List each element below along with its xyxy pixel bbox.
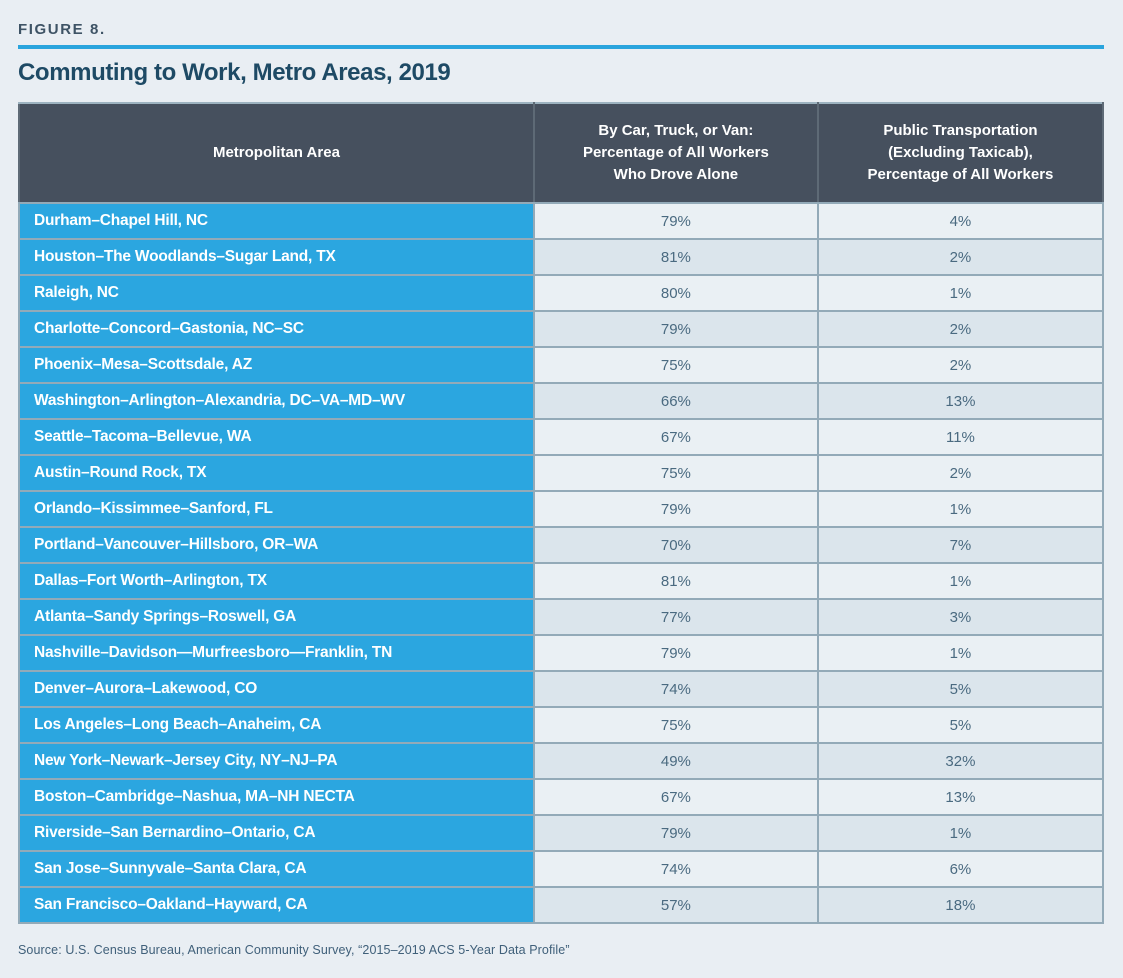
table-row: [19, 743, 1103, 779]
table-row: [19, 671, 1103, 707]
public-transit-cell: 7%: [818, 527, 1103, 563]
table-row: [19, 239, 1103, 275]
metro-area-cell: Dallas–Fort Worth–Arlington, TX: [19, 563, 534, 599]
public-transit-cell: 4%: [818, 203, 1103, 239]
public-transit-cell: 6%: [818, 851, 1103, 887]
metro-area-cell: Houston–The Woodlands–Sugar Land, TX: [19, 239, 534, 275]
table-row: [19, 455, 1103, 491]
public-transit-cell: 1%: [818, 275, 1103, 311]
metro-area-cell: New York–Newark–Jersey City, NY–NJ–PA: [19, 743, 534, 779]
drove-alone-cell: 49%: [534, 743, 818, 779]
figure-label: FIGURE 8.: [18, 21, 106, 38]
metro-area-cell: Denver–Aurora–Lakewood, CO: [19, 671, 534, 707]
metro-area-cell: Orlando–Kissimmee–Sanford, FL: [19, 491, 534, 527]
public-transit-cell: 32%: [818, 743, 1103, 779]
public-transit-cell: 13%: [818, 383, 1103, 419]
public-transit-cell: 1%: [818, 491, 1103, 527]
table-header-row: [19, 103, 1103, 203]
column-header-text: By Car, Truck, or Van:: [598, 122, 754, 139]
figure-title: Commuting to Work, Metro Areas, 2019: [18, 59, 451, 86]
drove-alone-cell: 74%: [534, 671, 818, 707]
drove-alone-cell: 79%: [534, 311, 818, 347]
table-row: [19, 815, 1103, 851]
table-row: [19, 419, 1103, 455]
public-transit-cell: 18%: [818, 887, 1103, 923]
metro-area-cell: Durham–Chapel Hill, NC: [19, 203, 534, 239]
public-transit-cell: 3%: [818, 599, 1103, 635]
metro-area-cell: San Jose–Sunnyvale–Santa Clara, CA: [19, 851, 534, 887]
drove-alone-cell: 77%: [534, 599, 818, 635]
accent-rule: [18, 45, 1104, 49]
column-header-text: Percentage of All Workers: [582, 144, 769, 161]
metro-area-cell: Charlotte–Concord–Gastonia, NC–SC: [19, 311, 534, 347]
metro-area-cell: Washington–Arlington–Alexandria, DC–VA–MD–WV: [19, 383, 534, 419]
public-transit-cell: 5%: [818, 707, 1103, 743]
public-transit-cell: 1%: [818, 563, 1103, 599]
table-row: [19, 203, 1103, 239]
column-header-text: (Excluding Taxicab),: [888, 144, 1033, 161]
table-row: [19, 599, 1103, 635]
table-row: [19, 383, 1103, 419]
metro-area-cell: Boston–Cambridge–Nashua, MA–NH NECTA: [19, 779, 534, 815]
table-row: [19, 275, 1103, 311]
metro-area-cell: Los Angeles–Long Beach–Anaheim, CA: [19, 707, 534, 743]
column-header-public-transit: [818, 103, 1103, 203]
table-row: [19, 563, 1103, 599]
drove-alone-cell: 75%: [534, 455, 818, 491]
drove-alone-cell: 81%: [534, 239, 818, 275]
table-body: [19, 203, 1103, 923]
public-transit-cell: 1%: [818, 815, 1103, 851]
public-transit-cell: 1%: [818, 635, 1103, 671]
drove-alone-cell: 67%: [534, 779, 818, 815]
column-header-metro-area: [19, 103, 534, 203]
column-header-text: Public Transportation: [883, 122, 1038, 139]
public-transit-cell: 11%: [818, 419, 1103, 455]
public-transit-cell: 5%: [818, 671, 1103, 707]
metro-area-cell: San Francisco–Oakland–Hayward, CA: [19, 887, 534, 923]
table-row: [19, 311, 1103, 347]
column-header-text: Percentage of All Workers: [867, 166, 1054, 183]
drove-alone-cell: 70%: [534, 527, 818, 563]
drove-alone-cell: 66%: [534, 383, 818, 419]
public-transit-cell: 2%: [818, 311, 1103, 347]
metro-area-cell: Nashville–Davidson—Murfreesboro—Franklin, TN: [19, 635, 534, 671]
metro-area-cell: Atlanta–Sandy Springs–Roswell, GA: [19, 599, 534, 635]
table-row: [19, 527, 1103, 563]
metro-area-cell: Phoenix–Mesa–Scottsdale, AZ: [19, 347, 534, 383]
metro-area-cell: Riverside–San Bernardino–Ontario, CA: [19, 815, 534, 851]
metro-area-cell: Seattle–Tacoma–Bellevue, WA: [19, 419, 534, 455]
drove-alone-cell: 75%: [534, 707, 818, 743]
public-transit-cell: 2%: [818, 347, 1103, 383]
public-transit-cell: 2%: [818, 455, 1103, 491]
column-header-text: Who Drove Alone: [613, 166, 739, 183]
public-transit-cell: 2%: [818, 239, 1103, 275]
drove-alone-cell: 79%: [534, 635, 818, 671]
drove-alone-cell: 57%: [534, 887, 818, 923]
metro-area-cell: Raleigh, NC: [19, 275, 534, 311]
drove-alone-cell: 79%: [534, 491, 818, 527]
drove-alone-cell: 79%: [534, 815, 818, 851]
table-row: [19, 707, 1103, 743]
column-header-drove-alone: [534, 103, 818, 203]
drove-alone-cell: 74%: [534, 851, 818, 887]
table-row: [19, 491, 1103, 527]
table-row: [19, 779, 1103, 815]
table-row: [19, 851, 1103, 887]
drove-alone-cell: 79%: [534, 203, 818, 239]
metro-area-cell: Austin–Round Rock, TX: [19, 455, 534, 491]
commute-table: [18, 102, 1104, 924]
column-header-text: Metropolitan Area: [212, 144, 340, 161]
table-row: [19, 887, 1103, 923]
drove-alone-cell: 67%: [534, 419, 818, 455]
source-note: Source: U.S. Census Bureau, American Community Survey, “2015–2019 ACS 5-Year Data Profile”: [18, 943, 570, 957]
table-row: [19, 635, 1103, 671]
metro-area-cell: Portland–Vancouver–Hillsboro, OR–WA: [19, 527, 534, 563]
drove-alone-cell: 81%: [534, 563, 818, 599]
drove-alone-cell: 80%: [534, 275, 818, 311]
drove-alone-cell: 75%: [534, 347, 818, 383]
table-row: [19, 347, 1103, 383]
public-transit-cell: 13%: [818, 779, 1103, 815]
